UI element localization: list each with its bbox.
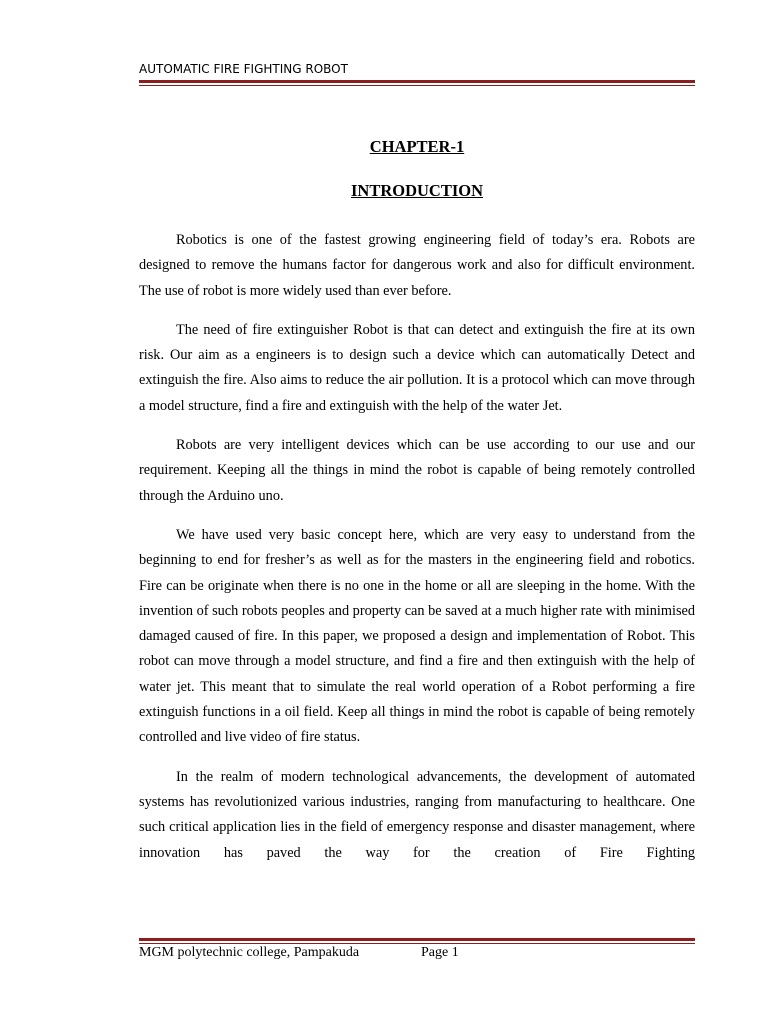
paragraph: The need of fire extinguisher Robot is that can detect and extinguish the fire at its own risk. Our aim as a engineers is to design such a device which can automatically Detect and extinguish the fire. Also aims to reduce the air pollution. It is a protocol which can move through a model structure, find a fire and extinguish with the help of the water Jet.: [139, 321, 695, 414]
footer-page-number: Page 1: [421, 945, 459, 960]
paragraph: We have used very basic concept here, which are very easy to understand from the beginning to end for fresher’s as well as for the masters in the engineering field and robotics. Fire can be originate when there is no one in the home or all are sleeping in the home. With the invention of such robots peoples and property can be saved at a much higher rate with minimised damaged caused of fire. In this paper, we proposed a design and implementation of Robot. This robot can move through a model structure, and find a fire and then extinguish with the help of water jet. This meant that to simulate the real world operation of a Robot performing a fire extinguish functions in a oil field. Keep all things in mind the robot is capable of being remotely controlled and live video of fire status.: [139, 526, 695, 746]
paragraph: Robots are very intelligent devices which can be use according to our use and our requirement. Keeping all the things in mind the robot is capable of being remotely controlled through the Arduino uno.: [139, 437, 695, 504]
paragraph: Robotics is one of the fastest growing engineering field of today’s era. Robots are designed to remove the humans factor for dangerous work and also for difficult environment. The use of robot is more widely used than ever before.: [139, 232, 695, 299]
running-header-title: AUTOMATIC FIRE FIGHTING ROBOT: [139, 62, 348, 76]
header-rule-thick: [139, 80, 695, 83]
chapter-label: CHAPTER-1: [369, 137, 465, 156]
header-rule-thin: [139, 85, 695, 86]
footer-rule-thick: [139, 938, 695, 941]
body-text: [139, 228, 695, 880]
footer-rule-thin: [139, 943, 695, 944]
paragraph: In the realm of modern technological advancements, the development of automated systems has revolutionized various industries, ranging from manufacturing to healthcare. One such critical application lies in the field of emergency response and disaster management, where innovation has paved the way for the creation of Fire Fighting: [139, 768, 695, 861]
footer-institution: MGM polytechnic college, Pampakuda: [139, 945, 360, 960]
chapter-title: INTRODUCTION: [350, 181, 484, 200]
